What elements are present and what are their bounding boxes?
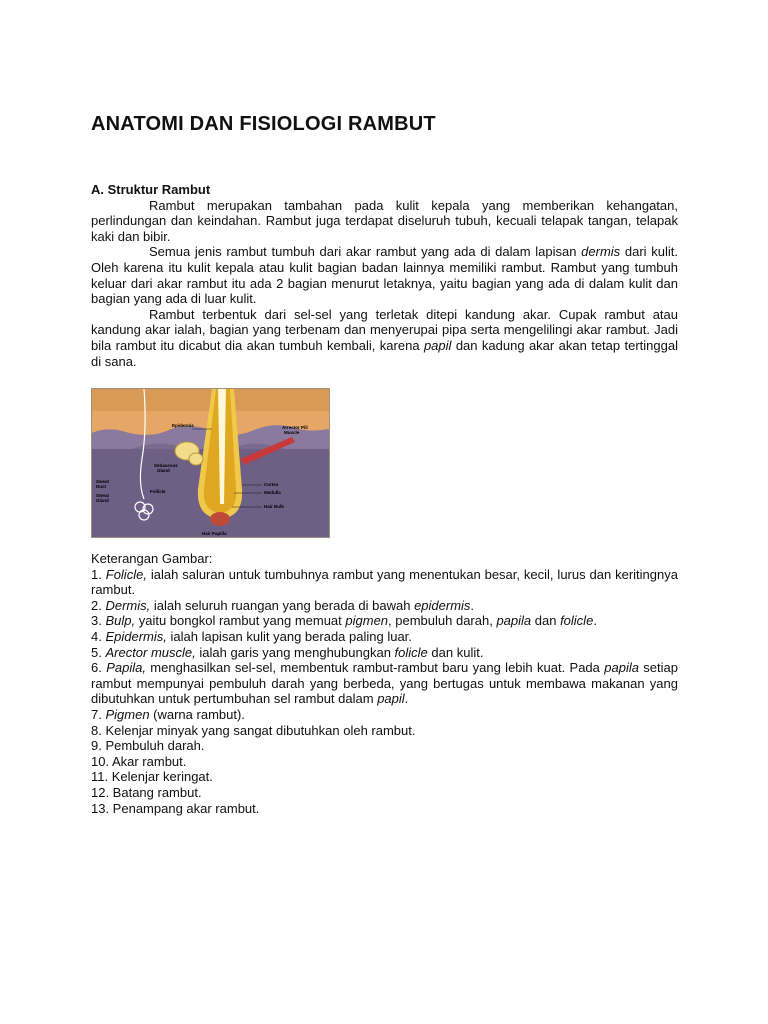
legend-item-3: 3. Bulp, yaitu bongkol rambut yang memuat pigmen, pembuluh darah, papila dan folicle. — [91, 613, 597, 629]
legend-item-12: 12. Batang rambut. — [91, 784, 202, 800]
paragraph-2: Semua jenis rambut tumbuh dari akar rambut yang ada di dalam lapisan dermis dari kulit. Oleh karena itu kulit kepala atau kulit bagian badan lainnya memiliki rambut. Rambut yang tumbuh keluar dari akar rambut itu ada 2 bagian menurut letaknya, yaitu bagian yang ada di dalam kulit dan bagian yang ada di luar kulit. — [91, 244, 678, 307]
label-sebaceous: Sebaceous — [154, 463, 178, 468]
label-cortex: Cortex — [264, 482, 279, 487]
legend-item-5: 5. Arector muscle, ialah garis yang menghubungkan folicle dan kulit. — [91, 644, 484, 660]
hair-anatomy-illustration — [92, 389, 329, 537]
label-sweat-gland-2: Gland — [96, 498, 109, 503]
page-title: ANATOMI DAN FISIOLOGI RAMBUT — [91, 113, 436, 135]
legend-item-8: 8. Kelenjar minyak yang sangat dibutuhkan oleh rambut. — [91, 722, 416, 738]
label-gland: Gland — [157, 468, 170, 473]
label-medulla: Medulla — [264, 490, 281, 495]
label-sweat-gland-1: Sweat — [96, 493, 110, 498]
legend-item-4: 4. Epidermis, ialah lapisan kulit yang berada paling luar. — [91, 628, 412, 644]
label-sweat-duct-2: Duct — [96, 484, 106, 489]
legend-item-9: 9. Pembuluh darah. — [91, 738, 205, 754]
label-arrector-pili: Arrector Pili — [282, 425, 308, 430]
label-sweat-duct-1: Sweat — [96, 479, 110, 484]
legend-item-10: 10. Akar rambut. — [91, 753, 187, 769]
label-follicle: Follicle — [150, 489, 166, 494]
legend-item-7: 7. Pigmen (warna rambut). — [91, 706, 245, 722]
paragraph-1: Rambut merupakan tambahan pada kulit kepala yang memberikan kehangatan, perlindungan dan keindahan. Rambut juga terdapat diseluruh tubuh, kecuali telapak tangan, telapak kaki dan bibir. — [91, 197, 678, 244]
section-struktur-rambut — [91, 182, 678, 369]
label-hair-papilla: Hair Papilla — [202, 531, 227, 536]
legend-item-1: 1. Folicle, ialah saluran untuk tumbuhnya rambut yang menentukan besar, kecil, lurus dan keritingnya rambut. — [91, 566, 678, 598]
legend-heading: Keterangan Gambar: — [91, 551, 213, 566]
legend-item-6: 6. Papila, menghasilkan sel-sel, membentuk rambut-rambut baru yang lebih kuat. Pada papila setiap rambut mempunyai pembuluh darah yang berbeda, yang bertugas untuk membawa makanan yang dibutuhkan untuk pertumbuhan sel rambut dalam papil. — [91, 660, 678, 707]
figure-legend — [91, 551, 678, 816]
legend-item-13: 13. Penampang akar rambut. — [91, 800, 260, 816]
label-epidermis: Epidermis — [172, 423, 194, 428]
legend-item-11: 11. Kelenjar keringat. — [91, 769, 213, 785]
legend-item-2: 2. Dermis, ialah seluruh ruangan yang berada di bawah epidermis. — [91, 597, 475, 613]
paragraph-3: Rambut terbentuk dari sel-sel yang terletak ditepi kandung akar. Cupak rambut atau kandung akar ialah, bagian yang terbenam dan menyerupai pipa serta mengelilingi akar rambut. Jadi bila rambut itu dicabut dia akan tumbuh kembali, karena papil dan kadung akar akan tetap tertinggal di sana. — [91, 306, 678, 369]
label-hair-bulb: Hair Bulb — [264, 504, 285, 509]
section-heading: A. Struktur Rambut — [91, 182, 211, 197]
hair-anatomy-figure — [91, 388, 330, 538]
label-muscle: Muscle — [284, 430, 300, 435]
